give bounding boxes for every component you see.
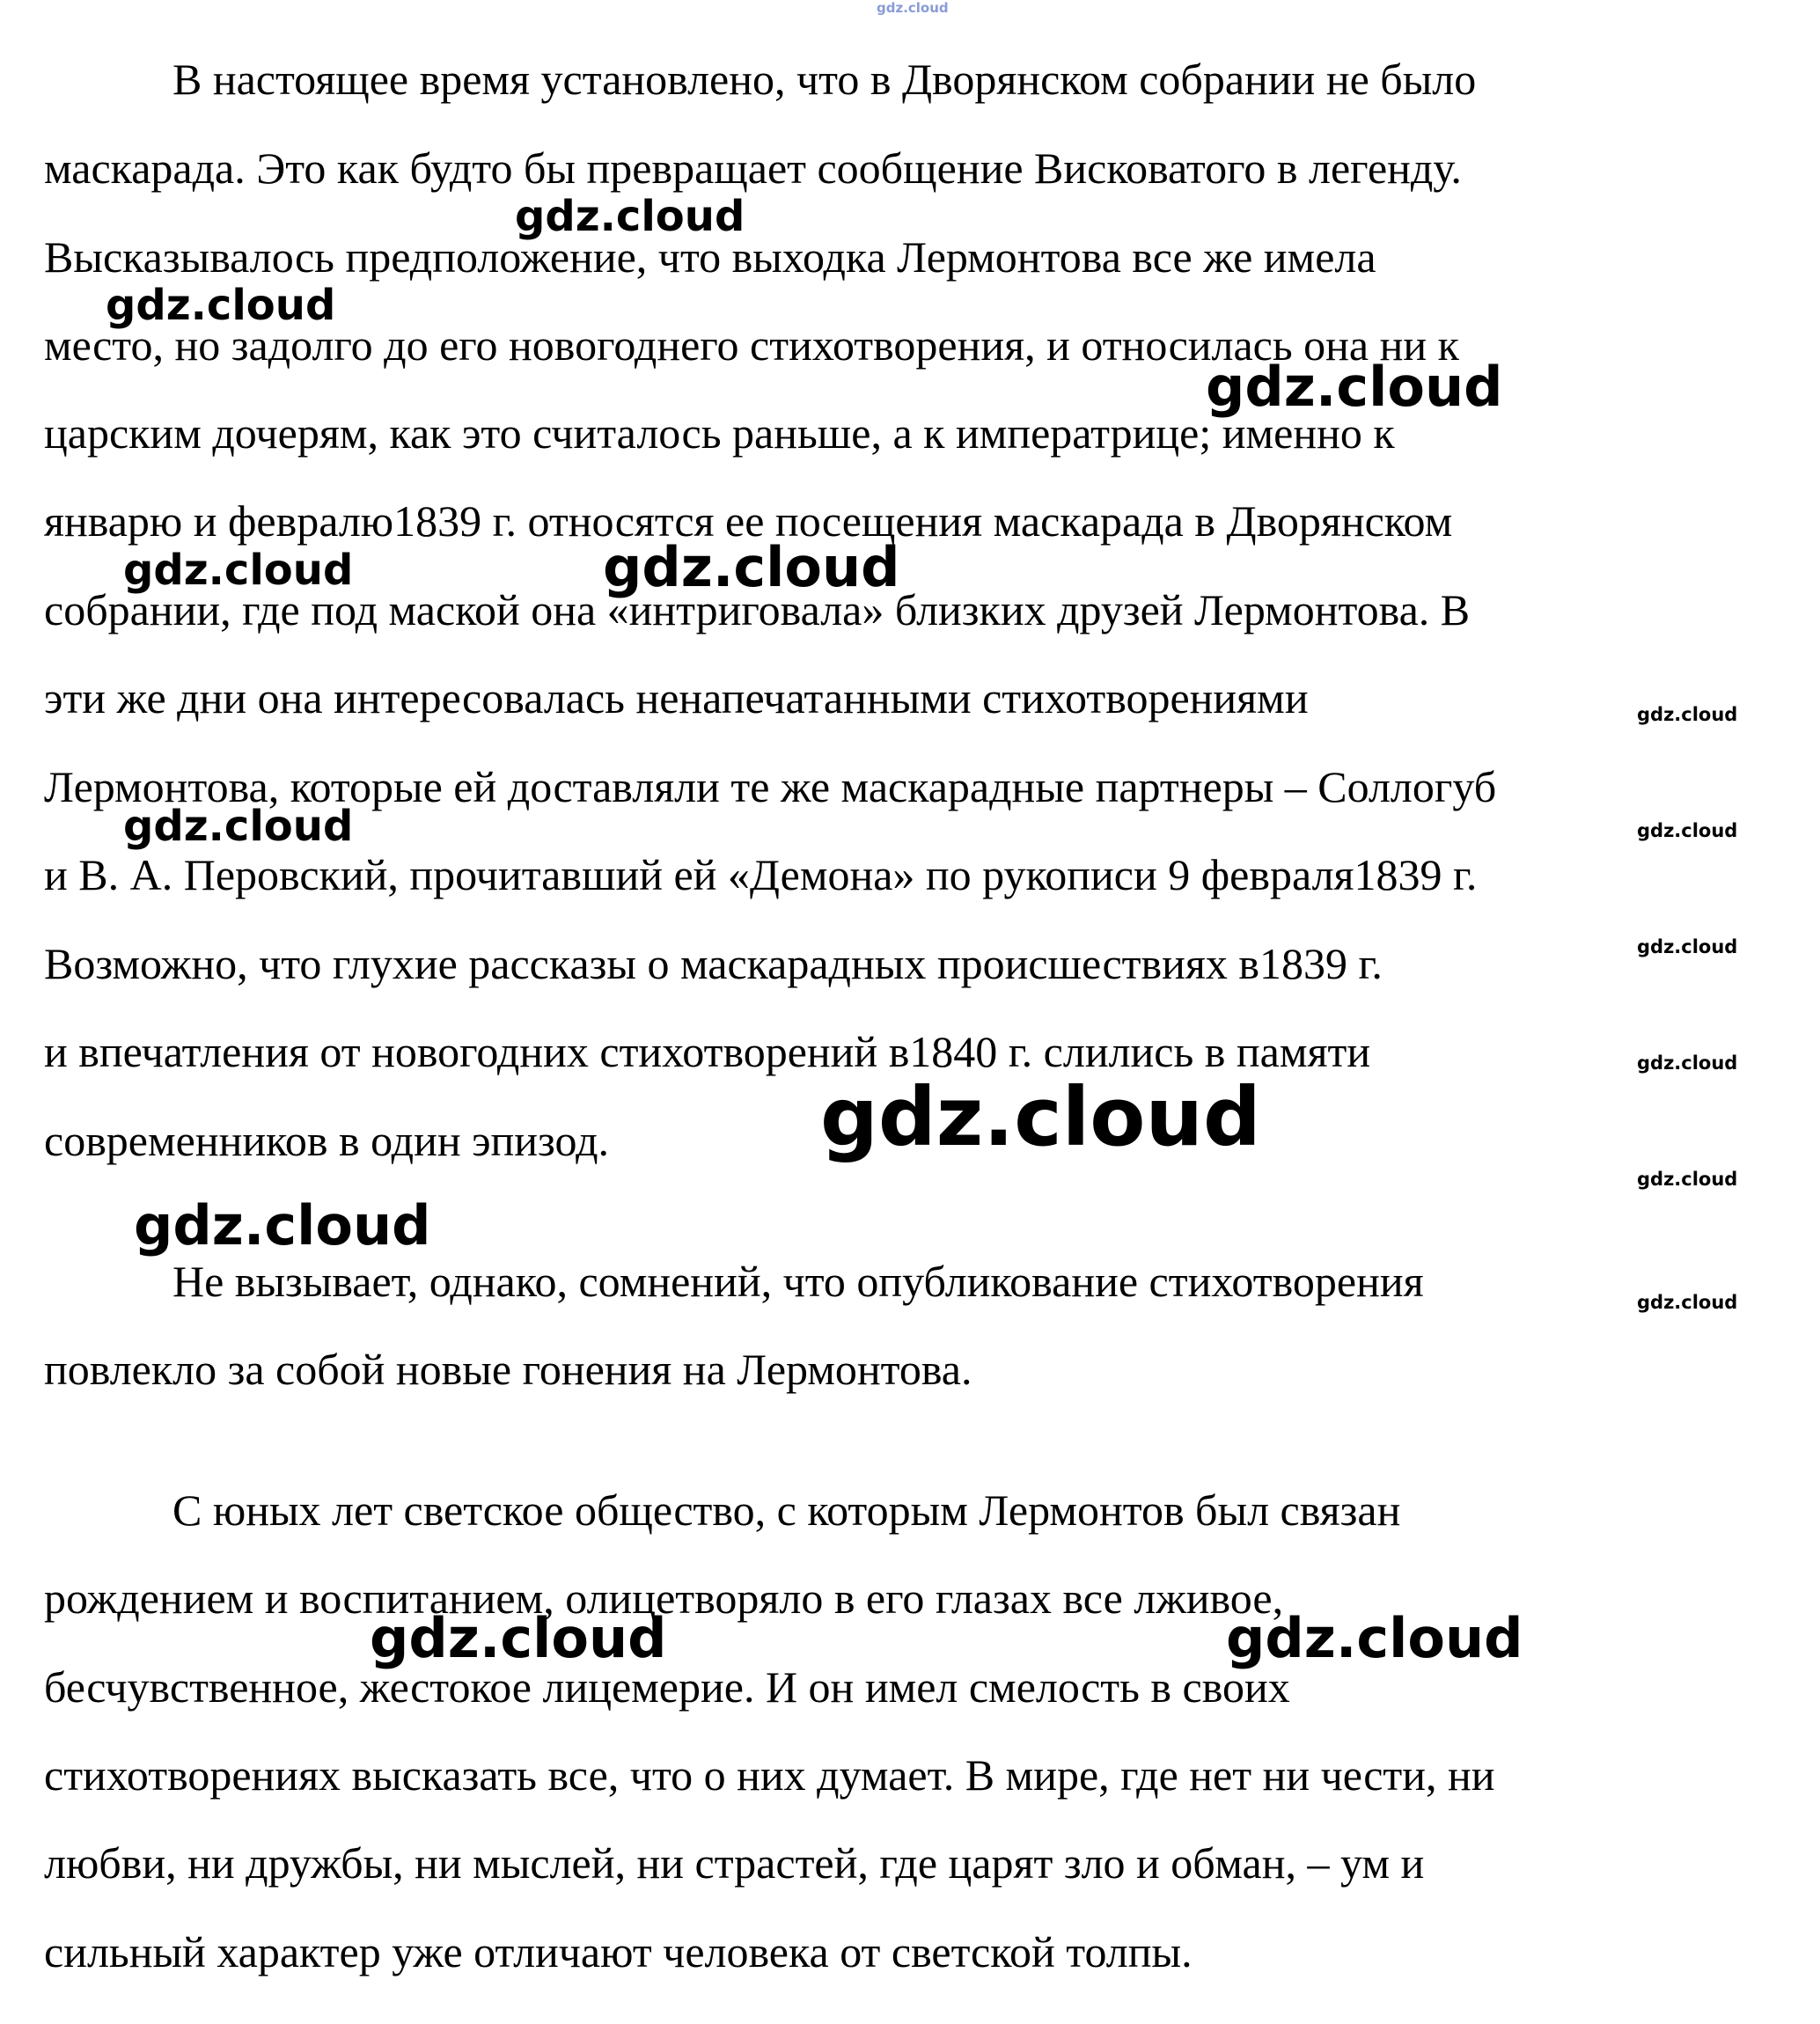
text-line: любви, ни дружбы, ни мыслей, ни страстей, где царят зло и обман, – ум и bbox=[44, 1838, 1425, 1888]
text-line: Лермонтова, которые ей доставляли те же маскарадные партнеры – Соллогуб bbox=[44, 762, 1497, 811]
watermark: gdz.cloud bbox=[820, 1070, 1261, 1164]
watermark: gdz.cloud bbox=[1637, 1292, 1738, 1313]
text-line: сильный характер уже отличают человека от светской толпы. bbox=[44, 1927, 1193, 1976]
watermark: gdz.cloud bbox=[515, 192, 745, 241]
text-line: январю и февралю1839 г. относятся ее посещения маскарада в Дворянском bbox=[44, 496, 1453, 546]
text-line: Возможно, что глухие рассказы о маскарадных происшествиях в1839 г. bbox=[44, 939, 1383, 988]
watermark: gdz.cloud bbox=[123, 546, 354, 595]
text-line: Высказывалось предположение, что выходка Лермонтова все же имела bbox=[44, 232, 1376, 282]
text-line: повлекло за собой новые гонения на Лермонтова. bbox=[44, 1345, 972, 1394]
text-line: место, но задолго до его новогоднего стихотворения, и относилась она ни к bbox=[44, 320, 1459, 370]
text-line: собрании, где под маской она «интриговала» близких друзей Лермонтова. В bbox=[44, 585, 1471, 634]
text-line: В настоящее время установлено, что в Дворянском собрании не было bbox=[172, 55, 1477, 104]
watermark: gdz.cloud bbox=[1637, 820, 1738, 841]
text-line: С юных лет светское общество, с которым Лермонтов был связан bbox=[172, 1485, 1401, 1535]
watermark: gdz.cloud bbox=[370, 1606, 667, 1670]
watermark: gdz.cloud bbox=[123, 802, 354, 851]
text-line: царским дочерям, как это считалось раньше, а к императрице; именно к bbox=[44, 408, 1395, 458]
text-line: Не вызывает, однако, сомнений, что опубликование стихотворения bbox=[172, 1257, 1424, 1306]
watermark: gdz.cloud bbox=[134, 1193, 431, 1258]
text-line: бесчувственное, жестокое лицемерие. И он имел смелость в своих bbox=[44, 1662, 1290, 1712]
text-line: рождением и воспитанием, олицетворяло в его глазах все лживое, bbox=[44, 1573, 1284, 1623]
text-line: современников в один эпизод. bbox=[44, 1116, 610, 1165]
watermark: gdz.cloud bbox=[1637, 1052, 1738, 1074]
text-line: и впечатления от новогодних стихотворений в1840 г. слились в памяти bbox=[44, 1027, 1371, 1076]
text-line: стихотворениях высказать все, что о них думает. В мире, где нет ни чести, ни bbox=[44, 1750, 1495, 1800]
text-line: и В. А. Перовский, прочитавший ей «Демона» по рукописи 9 февраля1839 г. bbox=[44, 850, 1478, 899]
watermark: gdz.cloud bbox=[603, 535, 900, 599]
watermark: gdz.cloud bbox=[1637, 704, 1738, 725]
watermark: gdz.cloud bbox=[1637, 1169, 1738, 1190]
watermark: gdz.cloud bbox=[1206, 355, 1503, 419]
text-line: эти же дни она интересовалась ненапечатанными стихотворениями bbox=[44, 673, 1309, 722]
watermark: gdz.cloud bbox=[106, 281, 336, 330]
text-line: маскарада. Это как будто бы превращает сообщение Висковатого в легенду. bbox=[44, 143, 1462, 193]
watermark: gdz.cloud bbox=[1637, 936, 1738, 957]
watermark: gdz.cloud bbox=[877, 0, 949, 16]
watermark: gdz.cloud bbox=[1226, 1606, 1523, 1670]
